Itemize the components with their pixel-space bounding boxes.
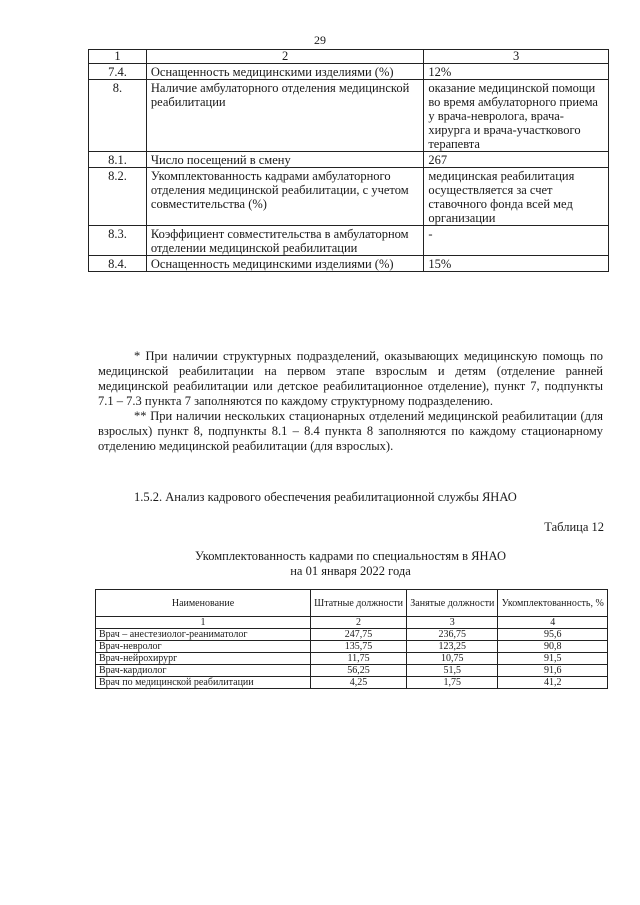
occupied-positions: 51,5 bbox=[407, 665, 498, 677]
row-description: Наличие амбулаторного отделения медицинской реабилитации bbox=[146, 80, 423, 152]
table-header-row bbox=[89, 50, 609, 64]
header-cell: 3 bbox=[424, 50, 609, 64]
table-caption bbox=[98, 549, 603, 579]
caption-line-2: на 01 января 2022 года bbox=[290, 564, 411, 578]
header-cell: Занятые должности bbox=[407, 590, 498, 617]
occupied-positions: 10,75 bbox=[407, 653, 498, 665]
specialty-name: Врач по медицинской реабилитации bbox=[96, 677, 311, 689]
table-header-row bbox=[96, 590, 608, 617]
staffing-percent: 95,6 bbox=[498, 629, 608, 641]
table-row bbox=[89, 256, 609, 272]
row-number: 8.2. bbox=[89, 168, 147, 226]
table-row bbox=[96, 641, 608, 653]
header-cell: Наименование bbox=[96, 590, 311, 617]
row-value: медицинская реабилитация осуществляется за счет ставочного фонда всей мед организации bbox=[424, 168, 609, 226]
staffing-percent: 91,6 bbox=[498, 665, 608, 677]
header-cell: Штатные должности bbox=[311, 590, 407, 617]
row-number: 8.3. bbox=[89, 226, 147, 256]
page-number: 29 bbox=[314, 33, 326, 47]
column-number: 2 bbox=[311, 617, 407, 629]
specialty-name: Врач-невролог bbox=[96, 641, 311, 653]
staffing-percent: 90,8 bbox=[498, 641, 608, 653]
row-value: 267 bbox=[424, 152, 609, 168]
row-description: Оснащенность медицинскими изделиями (%) bbox=[146, 256, 423, 272]
occupied-positions: 123,25 bbox=[407, 641, 498, 653]
row-number: 8. bbox=[89, 80, 147, 152]
table-row bbox=[96, 629, 608, 641]
staff-positions: 4,25 bbox=[311, 677, 407, 689]
row-value: 15% bbox=[424, 256, 609, 272]
staffing-percent: 41,2 bbox=[498, 677, 608, 689]
table-row bbox=[96, 665, 608, 677]
occupied-positions: 1,75 bbox=[407, 677, 498, 689]
occupied-positions: 236,75 bbox=[407, 629, 498, 641]
row-description: Оснащенность медицинскими изделиями (%) bbox=[146, 64, 423, 80]
column-number-row bbox=[96, 617, 608, 629]
table-row bbox=[89, 226, 609, 256]
staff-positions: 11,75 bbox=[311, 653, 407, 665]
column-number: 1 bbox=[96, 617, 311, 629]
header-cell: 2 bbox=[146, 50, 423, 64]
staffing-table bbox=[95, 589, 608, 689]
specialty-name: Врач – анестезиолог-реаниматолог bbox=[96, 629, 311, 641]
row-value: - bbox=[424, 226, 609, 256]
section-heading: 1.5.2. Анализ кадрового обеспечения реабилитационной службы ЯНАО bbox=[134, 490, 517, 504]
table-row bbox=[89, 64, 609, 80]
table-row bbox=[96, 653, 608, 665]
staff-positions: 247,75 bbox=[311, 629, 407, 641]
table-row bbox=[96, 677, 608, 689]
footnote-double-asterisk: ** При наличии нескольких стационарных отделений медицинской реабилитации (для взрослых) пункт 8, подпункты 8.1 – 8.4 пункта 8 заполняются по каждому стационарному отделению медицинской реабилитации (для взрослых). bbox=[98, 409, 603, 453]
footnotes bbox=[98, 349, 603, 454]
caption-line-1: Укомплектованность кадрами по специальностям в ЯНАО bbox=[195, 549, 506, 563]
column-number: 3 bbox=[407, 617, 498, 629]
row-value: 12% bbox=[424, 64, 609, 80]
table-label: Таблица 12 bbox=[544, 520, 604, 534]
row-value: оказание медицинской помощи во время амбулаторного приема у врача-невролога, врача-хирурга и врача-участкового терапевта bbox=[424, 80, 609, 152]
row-number: 7.4. bbox=[89, 64, 147, 80]
column-number: 4 bbox=[498, 617, 608, 629]
row-description: Число посещений в смену bbox=[146, 152, 423, 168]
footnote-single-asterisk: * При наличии структурных подразделений, оказывающих медицинскую помощь по медицинской реабилитации на первом этапе взрослым и детям (отделение ранней медицинской реабилитации или детское реабилитационное отделение), пункт 7, подпункты 7.1 – 7.3 пункта 7 заполняются по каждому структурному подразделению. bbox=[98, 349, 603, 408]
row-number: 8.4. bbox=[89, 256, 147, 272]
specialty-name: Врач-нейрохирург bbox=[96, 653, 311, 665]
row-number: 8.1. bbox=[89, 152, 147, 168]
staff-positions: 135,75 bbox=[311, 641, 407, 653]
header-cell: 1 bbox=[89, 50, 147, 64]
rehab-indicators-table bbox=[88, 49, 609, 272]
table-row bbox=[89, 152, 609, 168]
row-description: Коэффициент совместительства в амбулаторном отделении медицинской реабилитации bbox=[146, 226, 423, 256]
specialty-name: Врач-кардиолог bbox=[96, 665, 311, 677]
table-row bbox=[89, 168, 609, 226]
header-cell: Укомплектованность, % bbox=[498, 590, 608, 617]
staffing-percent: 91,5 bbox=[498, 653, 608, 665]
table-row bbox=[89, 80, 609, 152]
row-description: Укомплектованность кадрами амбулаторного отделения медицинской реабилитации, с учетом совместительства (%) bbox=[146, 168, 423, 226]
staff-positions: 56,25 bbox=[311, 665, 407, 677]
